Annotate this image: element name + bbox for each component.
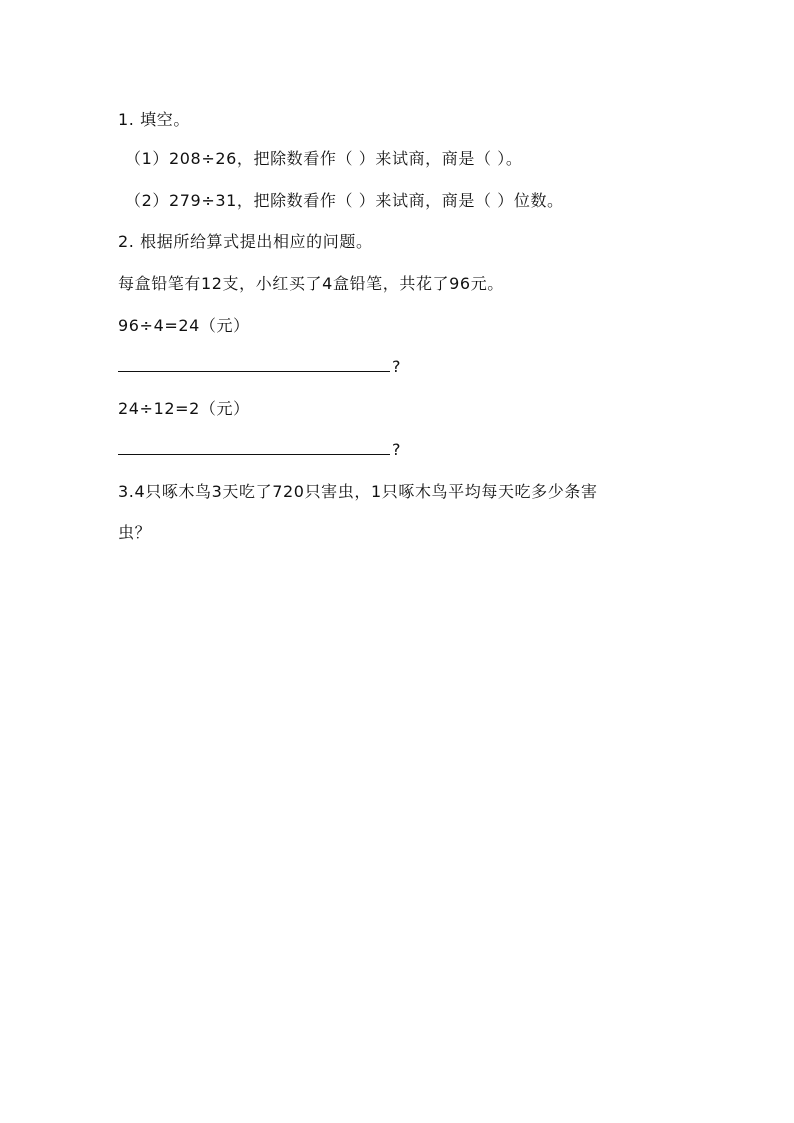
question-3-line-2: 虫？ <box>118 523 152 542</box>
question-1-heading: 1. 填空。 <box>118 110 190 129</box>
equation-2: 24÷12=2（元） <box>118 399 250 418</box>
equation-1: 96÷4=24（元） <box>118 316 250 335</box>
answer-line <box>118 454 390 455</box>
question-3-line-1: 3.4只啄木鸟3天吃了720只害虫，1只啄木鸟平均每天吃多少条害 <box>118 482 598 501</box>
question-1-item-1: （1）208÷26，把除数看作（ ）来试商，商是（ ）。 <box>125 149 523 168</box>
question-mark: ? <box>392 440 401 459</box>
question-2-context: 每盒铅笔有12支，小红买了4盒铅笔，共花了96元。 <box>118 274 504 293</box>
question-2-heading: 2. 根据所给算式提出相应的问题。 <box>118 232 373 251</box>
question-mark: ? <box>392 357 401 376</box>
question-1-item-2: （2）279÷31，把除数看作（ ）来试商，商是（ ）位数。 <box>125 191 564 210</box>
answer-line <box>118 371 390 372</box>
